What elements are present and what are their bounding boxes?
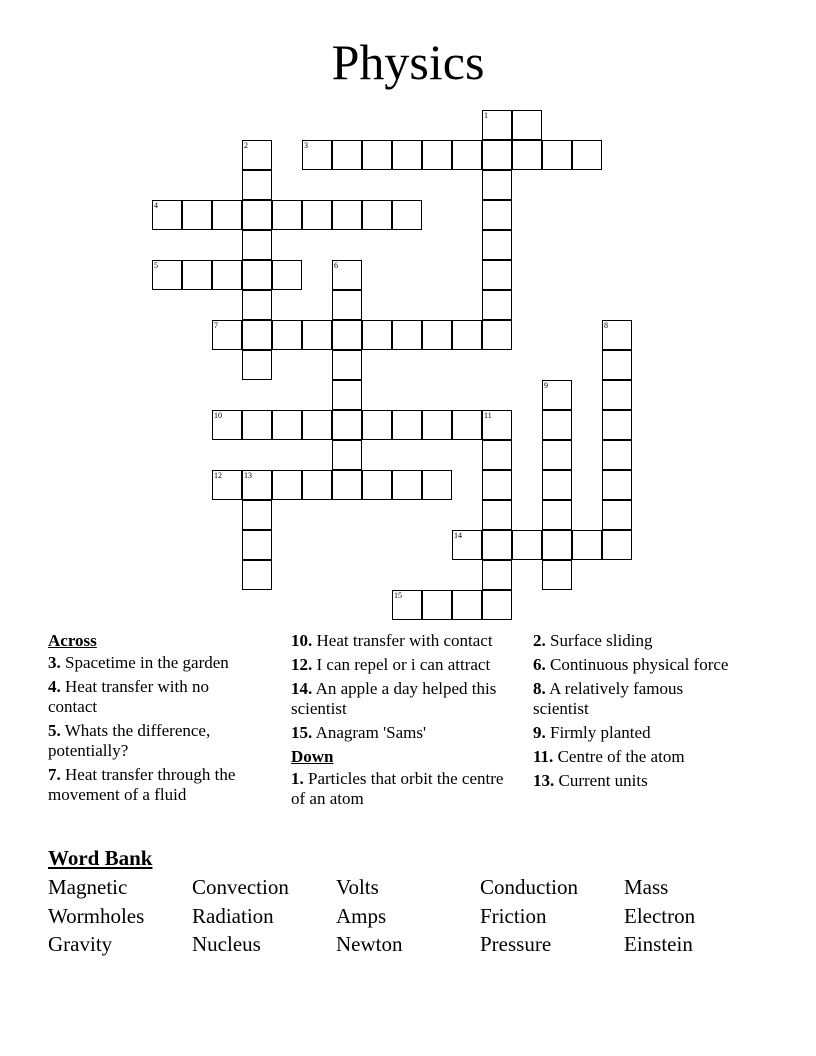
word-bank-item: Conduction xyxy=(480,875,578,899)
clue-number: 15 xyxy=(394,591,402,600)
crossword-cell[interactable] xyxy=(452,320,482,350)
clue-down-11: 11. Centre of the atom xyxy=(533,747,685,766)
crossword-cell[interactable] xyxy=(422,320,452,350)
crossword-cell[interactable] xyxy=(332,440,362,470)
crossword-cell[interactable] xyxy=(542,470,572,500)
crossword-cell[interactable] xyxy=(272,410,302,440)
clue-down-6: 6. Continuous physical force xyxy=(533,655,729,674)
crossword-cell[interactable] xyxy=(332,350,362,380)
crossword-cell[interactable] xyxy=(482,410,512,440)
crossword-cell[interactable] xyxy=(242,350,272,380)
crossword-cell[interactable] xyxy=(602,380,632,410)
crossword-cell[interactable] xyxy=(242,410,272,440)
word-bank-item: Newton xyxy=(336,932,403,956)
crossword-cell[interactable] xyxy=(332,410,362,440)
crossword-cell[interactable] xyxy=(542,140,572,170)
crossword-cell[interactable] xyxy=(362,410,392,440)
crossword-cell[interactable] xyxy=(482,110,512,140)
crossword-cell[interactable] xyxy=(452,140,482,170)
crossword-cell[interactable] xyxy=(362,320,392,350)
crossword-cell[interactable] xyxy=(272,470,302,500)
crossword-cell[interactable] xyxy=(212,200,242,230)
crossword-cell[interactable] xyxy=(602,350,632,380)
crossword-cell[interactable] xyxy=(212,260,242,290)
crossword-cell[interactable] xyxy=(272,200,302,230)
clue-down-1: 1. Particles that orbit the centre of an atom xyxy=(291,769,504,808)
crossword-cell[interactable] xyxy=(152,260,182,290)
crossword-cell[interactable] xyxy=(602,530,632,560)
clue-down-9: 9. Firmly planted xyxy=(533,723,651,742)
crossword-cell[interactable] xyxy=(422,590,452,620)
clue-number: 12 xyxy=(214,471,222,480)
clue-number: 10 xyxy=(214,411,222,420)
crossword-cell[interactable] xyxy=(302,410,332,440)
clue-number: 13 xyxy=(244,471,252,480)
crossword-cell[interactable] xyxy=(482,320,512,350)
clue-number: 3 xyxy=(304,141,308,150)
crossword-cell[interactable] xyxy=(512,530,542,560)
crossword-cell[interactable] xyxy=(542,380,572,410)
word-bank-item: Mass xyxy=(624,875,669,899)
clue-number: 2 xyxy=(244,141,248,150)
crossword-cell[interactable] xyxy=(602,500,632,530)
clue-number: 7 xyxy=(214,321,218,330)
clue-number: 1 xyxy=(484,111,488,120)
clue-number: 5 xyxy=(154,261,158,270)
crossword-cell[interactable] xyxy=(242,290,272,320)
clue-number: 11 xyxy=(484,411,492,420)
crossword-cell[interactable] xyxy=(212,320,242,350)
crossword-cell[interactable] xyxy=(362,470,392,500)
word-bank-item: Convection xyxy=(192,875,289,899)
crossword-cell[interactable] xyxy=(572,530,602,560)
crossword-cell[interactable] xyxy=(332,290,362,320)
clue-down-13: 13. Current units xyxy=(533,771,648,790)
crossword-cell[interactable] xyxy=(332,320,362,350)
clues-column-1 xyxy=(48,631,248,809)
clue-number: 6 xyxy=(334,261,338,270)
clue-number: 8 xyxy=(604,321,608,330)
crossword-cell[interactable] xyxy=(482,440,512,470)
word-bank-item: Magnetic xyxy=(48,875,128,899)
crossword-cell[interactable] xyxy=(272,260,302,290)
crossword-cell[interactable] xyxy=(602,470,632,500)
word-bank-item: Volts xyxy=(336,875,379,899)
crossword-cell[interactable] xyxy=(542,410,572,440)
crossword-cell[interactable] xyxy=(422,140,452,170)
crossword-cell[interactable] xyxy=(242,560,272,590)
crossword-cell[interactable] xyxy=(512,110,542,140)
crossword-cell[interactable] xyxy=(452,590,482,620)
clue-across-10: 10. Heat transfer with contact xyxy=(291,631,493,650)
clue-down-8: 8. A relatively famous scientist xyxy=(533,679,684,718)
crossword-cell[interactable] xyxy=(302,140,332,170)
crossword-cell[interactable] xyxy=(242,260,272,290)
crossword-cell[interactable] xyxy=(482,530,512,560)
crossword-cell[interactable] xyxy=(302,470,332,500)
crossword-cell[interactable] xyxy=(452,410,482,440)
crossword-cell[interactable] xyxy=(482,590,512,620)
crossword-cell[interactable] xyxy=(482,170,512,200)
word-bank-item: Radiation xyxy=(192,904,274,928)
crossword-cell[interactable] xyxy=(242,200,272,230)
crossword-cell[interactable] xyxy=(542,560,572,590)
word-bank-item: Gravity xyxy=(48,932,113,956)
crossword-cell[interactable] xyxy=(392,470,422,500)
crossword-cell[interactable] xyxy=(362,200,392,230)
crossword-cell[interactable] xyxy=(482,140,512,170)
crossword-cell[interactable] xyxy=(242,470,272,500)
crossword-cell[interactable] xyxy=(482,290,512,320)
page-title: Physics xyxy=(331,34,485,90)
crossword-cell[interactable] xyxy=(182,260,212,290)
crossword-cell[interactable] xyxy=(602,440,632,470)
clue-across-7: 7. Heat transfer through the movement of a fluid xyxy=(48,765,236,804)
crossword-cell[interactable] xyxy=(182,200,212,230)
crossword-cell[interactable] xyxy=(392,320,422,350)
crossword-cell[interactable] xyxy=(392,410,422,440)
across-heading: Across xyxy=(48,631,97,650)
word-bank-item: Wormholes xyxy=(48,904,145,928)
crossword-cell[interactable] xyxy=(332,380,362,410)
clue-across-5: 5. Whats the difference, potentially? xyxy=(48,721,211,760)
crossword-cell[interactable] xyxy=(572,140,602,170)
crossword-cell[interactable] xyxy=(332,470,362,500)
crossword-cell[interactable] xyxy=(242,230,272,260)
crossword-cell[interactable] xyxy=(602,410,632,440)
crossword-cell[interactable] xyxy=(392,200,422,230)
crossword-cell[interactable] xyxy=(242,530,272,560)
crossword-cell[interactable] xyxy=(302,200,332,230)
crossword-cell[interactable] xyxy=(542,530,572,560)
crossword-cell[interactable] xyxy=(152,200,182,230)
clue-across-3: 3. Spacetime in the garden xyxy=(48,653,229,672)
crossword-cell[interactable] xyxy=(272,320,302,350)
crossword-cell[interactable] xyxy=(482,470,512,500)
crossword-cell[interactable] xyxy=(482,200,512,230)
crossword-cell[interactable] xyxy=(332,140,362,170)
word-bank-item: Einstein xyxy=(624,932,693,956)
crossword-cell[interactable] xyxy=(542,500,572,530)
clue-across-15: 15. Anagram 'Sams' xyxy=(291,723,427,742)
clue-across-12: 12. I can repel or i can attract xyxy=(291,655,491,674)
crossword-cell[interactable] xyxy=(362,140,392,170)
crossword-cell[interactable] xyxy=(242,140,272,170)
crossword-cell[interactable] xyxy=(602,320,632,350)
crossword-cell[interactable] xyxy=(452,530,482,560)
down-heading: Down xyxy=(291,747,334,766)
clue-number: 4 xyxy=(154,201,158,210)
crossword-cell[interactable] xyxy=(212,410,242,440)
word-bank-item: Nucleus xyxy=(192,932,261,956)
word-bank-item: Electron xyxy=(624,904,696,928)
crossword-cell[interactable] xyxy=(482,260,512,290)
word-bank-heading: Word Bank xyxy=(48,846,153,870)
clues-column-2 xyxy=(291,631,511,813)
crossword-cell[interactable] xyxy=(392,590,422,620)
word-bank-item: Pressure xyxy=(480,932,552,956)
crossword-cell[interactable] xyxy=(392,140,422,170)
crossword-cell[interactable] xyxy=(422,470,452,500)
crossword-cell[interactable] xyxy=(542,440,572,470)
crossword-cell[interactable] xyxy=(332,200,362,230)
clue-across-4: 4. Heat transfer with no contact xyxy=(48,677,209,716)
clue-across-14: 14. An apple a day helped this scientist xyxy=(291,679,497,718)
crossword-cell[interactable] xyxy=(332,260,362,290)
crossword-cell[interactable] xyxy=(242,320,272,350)
crossword-cell[interactable] xyxy=(302,320,332,350)
crossword-cell[interactable] xyxy=(482,560,512,590)
crossword-cell[interactable] xyxy=(482,500,512,530)
crossword-cell[interactable] xyxy=(242,500,272,530)
crossword-cell[interactable] xyxy=(242,170,272,200)
clue-number: 9 xyxy=(544,381,548,390)
clues-column-3 xyxy=(533,631,733,795)
word-bank-item: Amps xyxy=(336,904,387,928)
clue-number: 14 xyxy=(454,531,462,540)
clue-down-2: 2. Surface sliding xyxy=(533,631,653,650)
crossword-cell[interactable] xyxy=(422,410,452,440)
crossword-cell[interactable] xyxy=(482,230,512,260)
crossword-cell[interactable] xyxy=(212,470,242,500)
word-bank-item: Friction xyxy=(480,904,547,928)
crossword-cell[interactable] xyxy=(512,140,542,170)
